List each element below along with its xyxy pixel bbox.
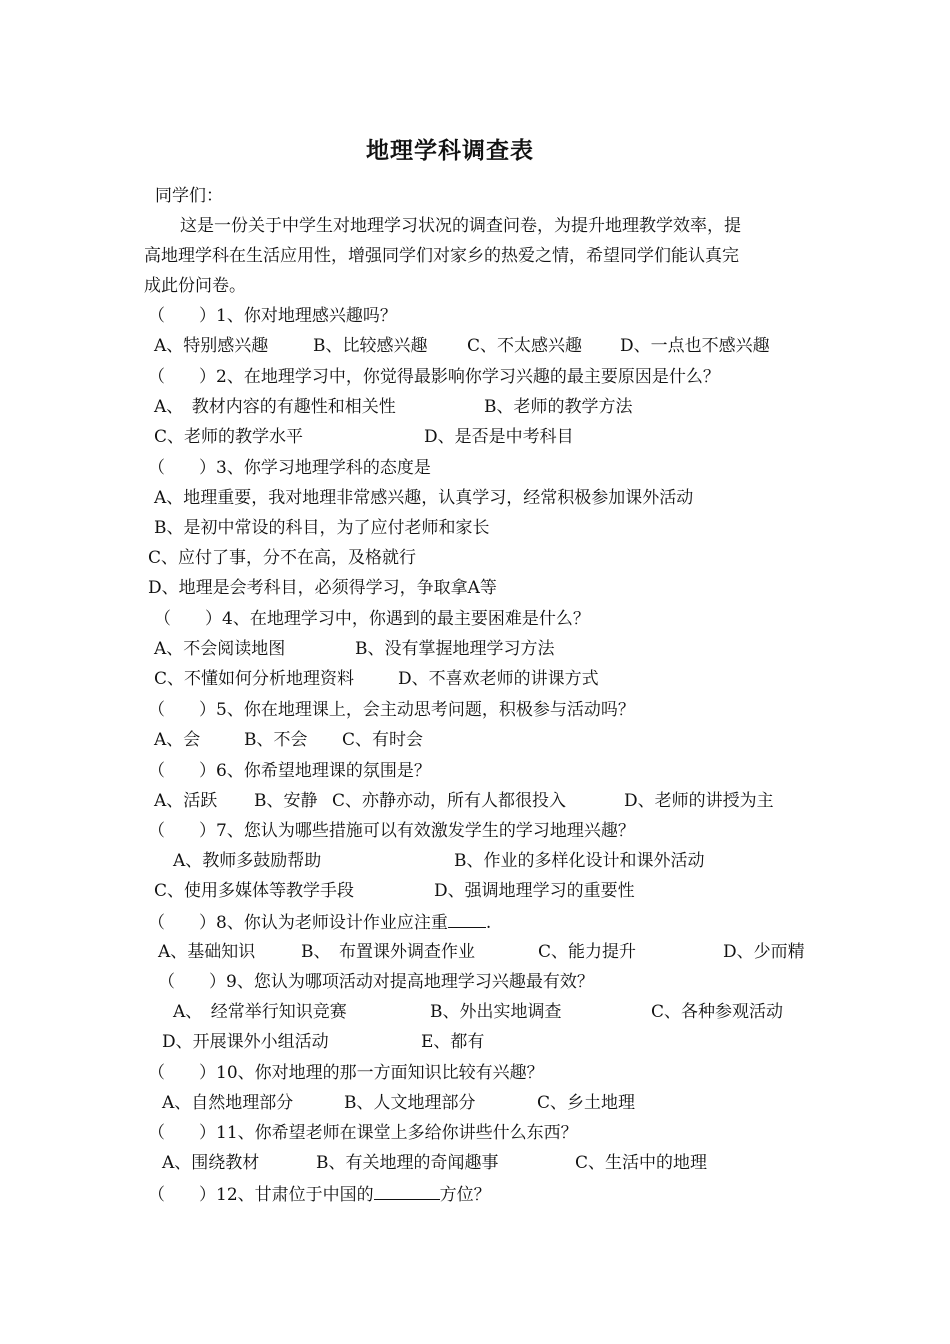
option-q9-c: C、各种参观活动 (651, 1002, 784, 1022)
option-q10-a: A、自然地理部分 (162, 1093, 294, 1113)
option-q6-d: D、老师的讲授为主 (624, 791, 774, 811)
option-q9-a: A、 经常举行知识竞赛 (173, 1002, 347, 1022)
option-q11-c: C、生活中的地理 (575, 1153, 708, 1173)
option-q7-b: B、作业的多样化设计和课外活动 (454, 851, 705, 871)
option-q7-d: D、强调地理学习的重要性 (434, 881, 635, 901)
option-q6-b: B、安静 (254, 791, 318, 811)
question-12-blank (374, 1182, 440, 1200)
question-10: （ ）10、你对地理的那一方面知识比较有兴趣？ (148, 1063, 544, 1083)
option-q4-b: B、没有掌握地理学习方法 (355, 639, 555, 659)
option-q9-d: D、开展课外小组活动 (162, 1032, 329, 1052)
question-3: （ ）3、你学习地理学科的态度是 (148, 458, 431, 478)
option-q1-a: A、特别感兴趣 (154, 336, 269, 356)
option-q4-c: C、不懂如何分析地理资料 (154, 669, 355, 689)
option-q5-c: C、有时会 (342, 730, 424, 750)
intro-line-1: 这是一份关于中学生对地理学习状况的调查问卷，为提升地理教学效率，提 (180, 216, 741, 236)
option-q2-c: C、老师的教学水平 (154, 427, 304, 447)
option-q1-d: D、一点也不感兴趣 (620, 336, 770, 356)
question-5: （ ）5、你在地理课上，会主动思考问题，积极参与活动吗？ (148, 700, 635, 720)
option-q7-c: C、使用多媒体等教学手段 (154, 881, 355, 901)
intro-line-3: 成此份问卷。 (144, 276, 246, 296)
option-q1-c: C、不太感兴趣 (467, 336, 583, 356)
question-7: （ ）7、您认为哪些措施可以有效激发学生的学习地理兴趣？ (148, 821, 635, 841)
option-q6-c: C、亦静亦动，所有人都很投入 (332, 791, 567, 811)
question-1: （ ）1、你对地理感兴趣吗？ (148, 306, 397, 326)
option-q4-a: A、不会阅读地图 (154, 639, 286, 659)
option-q1-b: B、比较感兴趣 (313, 336, 428, 356)
option-q8-a: A、基础知识 (158, 942, 256, 962)
option-q3-b: B、是初中常设的科目，为了应付老师和家长 (154, 518, 490, 538)
option-q8-d: D、少而精 (723, 942, 805, 962)
question-8-text: （ ）8、你认为老师设计作业应注重 (148, 913, 448, 933)
option-q10-b: B、人文地理部分 (344, 1093, 476, 1113)
option-q8-b: B、 布置课外调查作业 (301, 942, 475, 962)
greeting: 同学们： (155, 186, 223, 206)
option-q3-c: C、应付了事，分不在高，及格就行 (148, 548, 417, 568)
page-title: 地理学科调查表 (366, 137, 534, 164)
option-q11-a: A、围绕教材 (162, 1153, 260, 1173)
question-12 (148, 1182, 491, 1207)
question-4: （ ）4、在地理学习中，你遇到的最主要困难是什么？ (154, 609, 590, 629)
option-q3-a: A、地理重要，我对地理非常感兴趣，认真学习，经常积极参加课外活动 (154, 488, 694, 508)
question-8-end: . (485, 913, 492, 933)
question-8-blank (448, 910, 486, 928)
option-q5-b: B、不会 (244, 730, 308, 750)
option-q9-e: E、都有 (421, 1032, 485, 1052)
option-q2-d: D、是否是中考科目 (424, 427, 574, 447)
question-2: （ ）2、在地理学习中，你觉得最影响你学习兴趣的最主要原因是什么？ (148, 367, 720, 387)
option-q6-a: A、活跃 (154, 791, 218, 811)
option-q11-b: B、有关地理的奇闻趣事 (316, 1153, 499, 1173)
option-q8-c: C、能力提升 (538, 942, 637, 962)
question-12-end: 方位？ (439, 1185, 491, 1205)
question-12-text: （ ）12、甘肃位于中国的 (148, 1185, 374, 1205)
option-q7-a: A、教师多鼓励帮助 (173, 851, 322, 871)
question-8 (148, 910, 491, 935)
option-q9-b: B、外出实地调查 (430, 1002, 562, 1022)
question-9: （ ）9、您认为哪项活动对提高地理学习兴趣最有效？ (158, 972, 594, 992)
intro-line-2: 高地理学科在生活应用性，增强同学们对家乡的热爱之情，希望同学们能认真完 (144, 246, 739, 266)
option-q2-b: B、老师的教学方法 (484, 397, 633, 417)
option-q10-c: C、乡土地理 (537, 1093, 636, 1113)
question-11: （ ）11、你希望老师在课堂上多给你讲些什么东西？ (148, 1123, 578, 1143)
option-q2-a: A、 教材内容的有趣性和相关性 (154, 397, 396, 417)
option-q5-a: A、会 (154, 730, 201, 750)
option-q3-d: D、地理是会考科目，必须得学习，争取拿A等 (148, 578, 497, 598)
option-q4-d: D、不喜欢老师的讲课方式 (398, 669, 599, 689)
question-6: （ ）6、你希望地理课的氛围是？ (148, 761, 431, 781)
